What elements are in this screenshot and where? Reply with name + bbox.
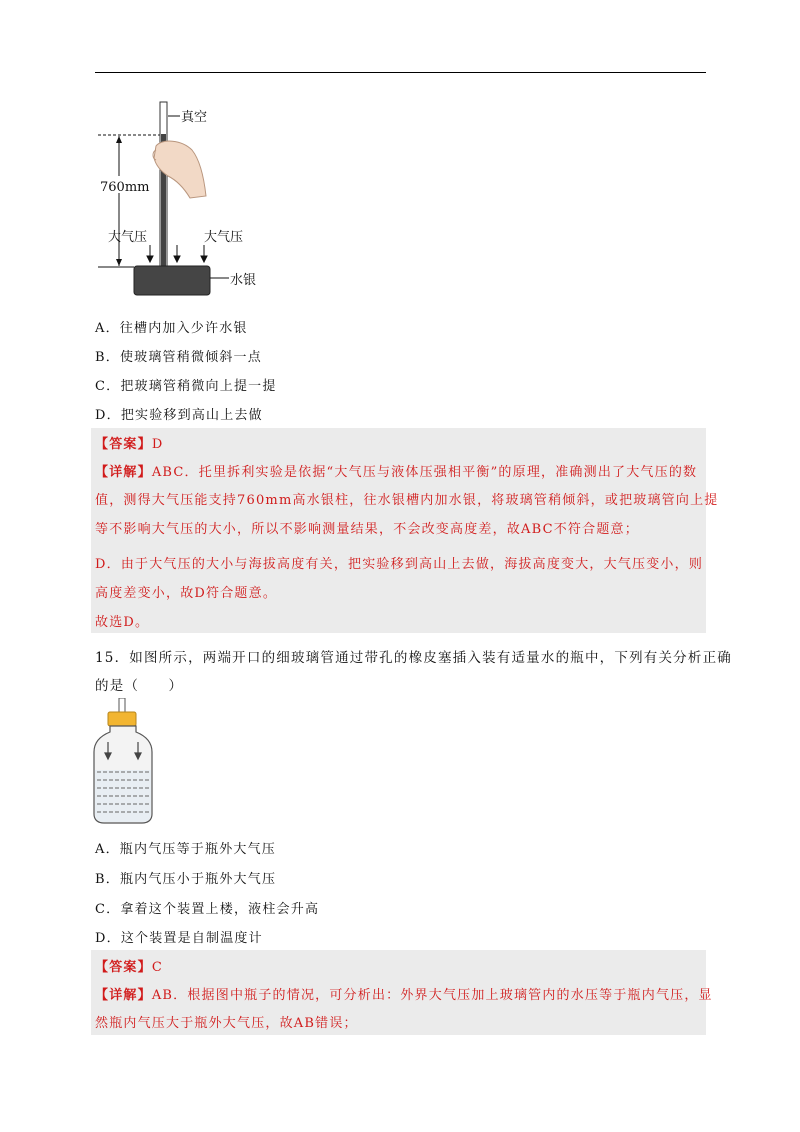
q14-detail-line-4: D．由于大气压的大小与海拔高度有关，把实验移到高山上去做，海拔高度变大，大气压变小，则: [95, 557, 704, 572]
q14-option-c: C．把玻璃管稍微向上提一提: [95, 379, 277, 394]
answer-tag: 【答案】: [95, 437, 152, 452]
q15-option-c: C．拿着这个装置上楼，液柱会升高: [95, 902, 320, 917]
answer-value: C: [151, 960, 163, 975]
q15-detail-line-2: 然瓶内气压大于瓶外大气压，故AB错误；: [95, 1016, 358, 1031]
q15-option-b: B．瓶内气压小于瓶外大气压: [95, 872, 277, 887]
header-rule: [95, 72, 706, 73]
q15-stem-line-2: 的是（ ）: [95, 678, 184, 694]
label-atm-left: 大气压: [108, 230, 148, 245]
q15-detail-line-1: 【详解】AB．根据图中瓶子的情况，可分析出：外界大气压加上玻璃管内的水压等于瓶内气压，显: [95, 988, 713, 1003]
q15-answer-box: [91, 950, 713, 1035]
q14-answer-line: [95, 433, 163, 452]
q14-detail-line-2: 值，测得大气压能支持760mm高水银柱，往水银槽内加水银，将玻璃管稍倾斜，或把玻璃管向上提: [95, 493, 719, 508]
q14-answer-box: [91, 428, 719, 633]
label-mercury: 水银: [230, 273, 257, 288]
q15-option-d: D．这个装置是自制温度计: [95, 931, 263, 946]
label-760mm: 760mm: [100, 180, 150, 195]
q14-option-d: D．把实验移到高山上去做: [95, 408, 263, 423]
q14-option-a: A．往槽内加入少许水银: [95, 321, 248, 336]
q14-detail-line-1: 【详解】ABC．托里拆利实验是依据“大气压与液体压强相平衡”的原理，准确测出了大气压的数: [95, 465, 698, 480]
label-atm-right: 大气压: [204, 230, 244, 245]
q14-detail-line-3: 等不影响大气压的大小，所以不影响测量结果，不会改变高度差，故ABC不符合题意；: [95, 522, 639, 537]
q14-option-b: B．使玻璃管稍微倾斜一点: [95, 350, 262, 365]
bottle-figure: [88, 698, 158, 824]
q14-detail-line-6: 故选D。: [95, 615, 150, 630]
q15-option-a: A．瓶内气压等于瓶外大气压: [95, 842, 276, 857]
label-vacuum: 真空: [181, 110, 208, 125]
q15-stem-line-1: 15．如图所示，两端开口的细玻璃管通过带孔的橡皮塞插入装有适量水的瓶中，下列有关分析正确: [95, 650, 732, 666]
detail-tag: 【详解】: [95, 988, 152, 1003]
answer-tag: 【答案】: [95, 960, 152, 975]
torricelli-figure: [92, 98, 282, 303]
answer-value: D: [151, 437, 164, 452]
q15-answer-line: [95, 956, 163, 975]
detail-tag: 【详解】: [95, 465, 152, 480]
q14-detail-line-5: 高度差变小，故D符合题意。: [95, 586, 278, 601]
